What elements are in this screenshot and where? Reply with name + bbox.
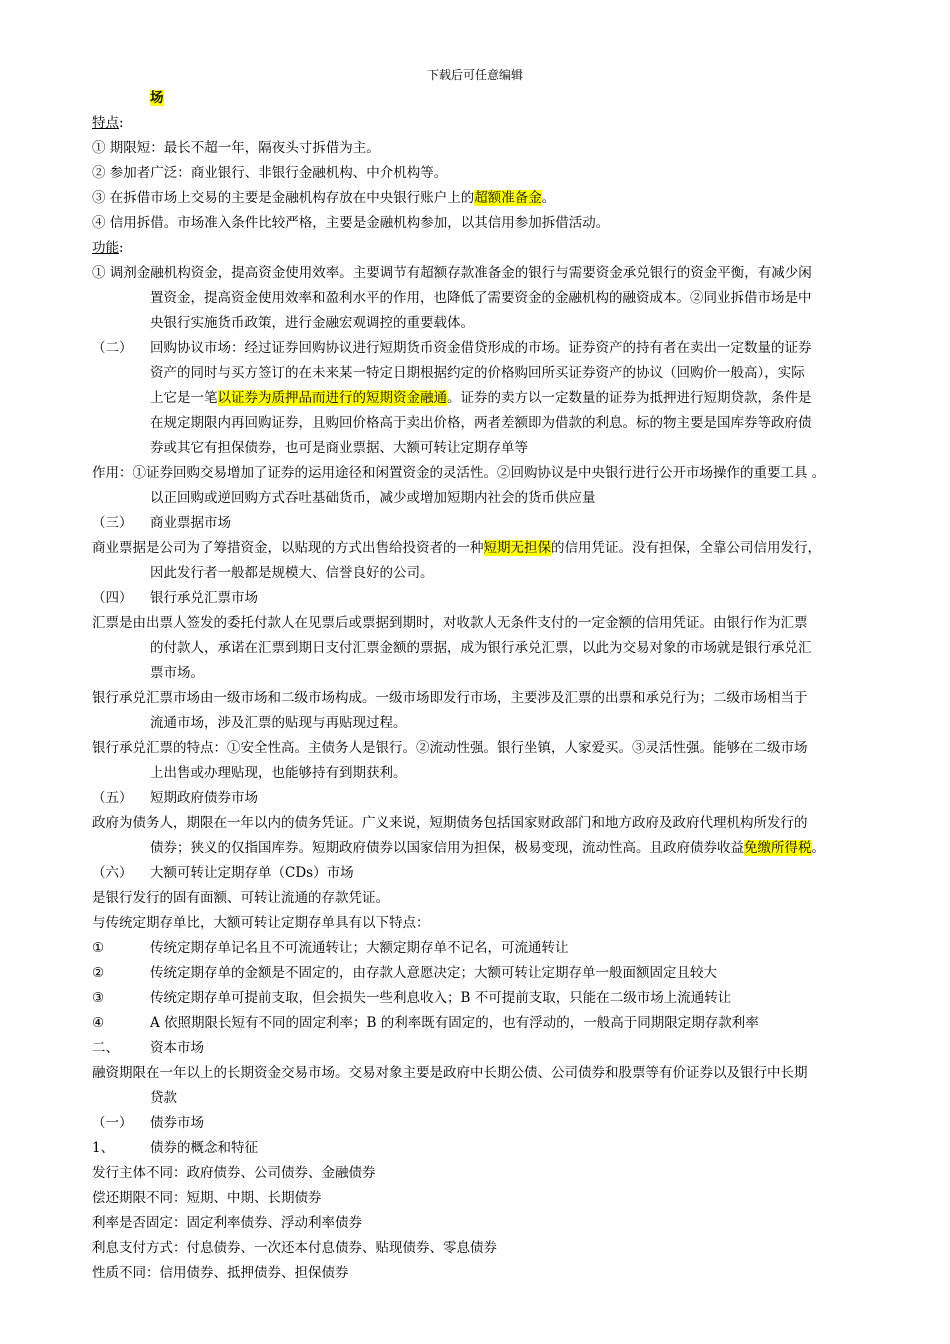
text-line: 上出售或办理贴现，也能够持有到期获利。	[150, 765, 407, 781]
text-line: ① 调剂金融机构资金，提高资金使用效率。主要调节有超额存款准备金的银行与需要资金承兑银行的资金平衡，有减少闲	[92, 265, 812, 281]
text-line: 以正回购或逆回购方式吞吐基础货币，减少或增加短期内社会的货币供应量	[150, 490, 596, 506]
subheading-bankers-acceptance: （四） 银行承兑汇票市场	[92, 590, 258, 606]
subheading-repo-market: （二） 回购协议市场：经过证券回购协议进行短期货币资金借贷形成的市场。证券资产的持有者在卖出一定数量的证券	[92, 340, 812, 356]
subheading-commercial-paper: （三） 商业票据市场	[92, 515, 231, 531]
text-line: 央银行实施货币政策，进行金融宏观调控的重要载体。	[150, 315, 474, 331]
list-item: ③ 传统定期存单可提前支取，但会损失一些利息收入；B 不可提前支取，只能在二级市场上流通转让	[92, 990, 732, 1006]
highlighted-text: 免缴所得税	[744, 840, 812, 856]
text-line: 置资金，提高资金使用效率和盈利水平的作用，也降低了需要资金的金融机构的融资成本。②同业拆借市场是中	[150, 290, 812, 306]
text-line: 商业票据是公司为了筹措资金，以贴现的方式出售给投资者的一种短期无担保的信用凭证。没有担保，全靠公司信用发行，	[92, 540, 821, 556]
subheading-cds: （六） 大额可转让定期存单（CDs）市场	[92, 865, 354, 881]
text-line: ③ 在拆借市场上交易的主要是金融机构存放在中央银行账户上的超额准备金。	[92, 190, 556, 206]
text-line: ① 期限短：最长不超一年，隔夜头寸拆借为主。	[92, 140, 380, 156]
text-line: 的付款人，承诺在汇票到期日支付汇票金额的票据，成为银行承兑汇票，以此为交易对象的市场就是银行承兑汇	[150, 640, 812, 656]
text-line: 偿还期限不同：短期、中期、长期债券	[92, 1190, 322, 1206]
page-header: 下载后可任意编辑	[426, 68, 523, 82]
highlighted-text: 短期无担保	[483, 540, 551, 556]
text-line: 资产的同时与买方签订的在未来某一特定日期根据约定的价格购回所买证券资产的协议（回购价一般高），实际	[150, 365, 805, 381]
text-line: 票市场。	[150, 665, 204, 681]
text-line: 在规定期限内再回购证券，且购回价格高于卖出价格，两者差额即为借款的利息。标的物主要是国库券等政府债	[150, 415, 812, 431]
text-line: 贷款	[150, 1090, 177, 1106]
section-label-features: 特点:	[92, 115, 124, 131]
text-line: 上它是一笔以证券为质押品而进行的短期资金融通。证券的卖方以一定数量的证券为抵押进行短期贷款，条件是	[150, 390, 812, 406]
text-line: 政府为债务人，期限在一年以内的债务凭证。广义来说，短期债务包括国家财政部门和地方政府及政府代理机构所发行的	[92, 815, 808, 831]
text-line: 因此发行者一般都是规模大、信誉良好的公司。	[150, 565, 434, 581]
subheading-bond-concept: 1、 债券的概念和特征	[92, 1140, 258, 1156]
text-line: 发行主体不同：政府债券、公司债券、金融债券	[92, 1165, 376, 1181]
text-line: 利率是否固定：固定利率债券、浮动利率债券	[92, 1215, 362, 1231]
text-line: 利息支付方式：付息债券、一次还本付息债券、贴现债券、零息债券	[92, 1240, 497, 1256]
text-line: 汇票是由出票人签发的委托付款人在见票后或票据到期时，对收款人无条件支付的一定金额的信用凭证。由银行作为汇票	[92, 615, 808, 631]
text-line: 是银行发行的固有面额、可转让流通的存款凭证。	[92, 890, 389, 906]
list-item: ④ A 依照期限长短有不同的固定利率；B 的利率既有固定的，也有浮动的，一般高于同期限定期存款利率	[92, 1015, 759, 1031]
list-item: ② 传统定期存单的金额是不固定的，由存款人意愿决定；大额可转让定期存单一般面额固定且较大	[92, 965, 717, 981]
subheading-bond-market: （一） 债券市场	[92, 1115, 204, 1131]
text-line: 券或其它有担保债券，也可是商业票据、大额可转让定期存单等	[150, 440, 528, 456]
text-line: 债券；狭义的仅指国库券。短期政府债券以国家信用为担保，极易变现，流动性高。且政府债券收益免缴所得税。	[150, 840, 825, 856]
heading-capital-market: 二、 资本市场	[92, 1040, 204, 1056]
subheading-govt-bonds: （五） 短期政府债券市场	[92, 790, 258, 806]
text-line	[150, 89, 164, 107]
text-line: 银行承兑汇票的特点：①安全性高。主债务人是银行。②流动性强。银行坐镇，人家爱买。③灵活性强。能够在二级市场	[92, 740, 808, 756]
text-line: 融资期限在一年以上的长期资金交易市场。交易对象主要是政府中长期公债、公司债券和股票等有价证券以及银行中长期	[92, 1065, 808, 1081]
text-line: 性质不同：信用债券、抵押债券、担保债券	[92, 1265, 349, 1281]
text-line: 与传统定期存单比，大额可转让定期存单具有以下特点：	[92, 915, 430, 931]
text-line: 银行承兑汇票市场由一级市场和二级市场构成。一级市场即发行市场，主要涉及汇票的出票和承兑行为；二级市场相当于	[92, 690, 808, 706]
highlighted-text: 场	[150, 90, 164, 106]
section-label-functions: 功能:	[92, 240, 124, 256]
highlighted-text: 以证券为质押品而进行的短期资金融通	[217, 390, 447, 406]
list-item: ① 传统定期存单记名且不可流通转让；大额定期存单不记名，可流通转让	[92, 940, 569, 956]
text-line: 流通市场，涉及汇票的贴现与再贴现过程。	[150, 715, 407, 731]
text-line: ④ 信用拆借。市场准入条件比较严格，主要是金融机构参加，以其信用参加拆借活动。	[92, 215, 610, 231]
text-line: ② 参加者广泛：商业银行、非银行金融机构、中介机构等。	[92, 165, 448, 181]
highlighted-text: 超额准备金	[474, 190, 542, 206]
text-line: 作用：①证券回购交易增加了证券的运用途径和闲置资金的灵活性。②回购协议是中央银行进行公开市场操作的重要工具 。	[92, 465, 826, 481]
